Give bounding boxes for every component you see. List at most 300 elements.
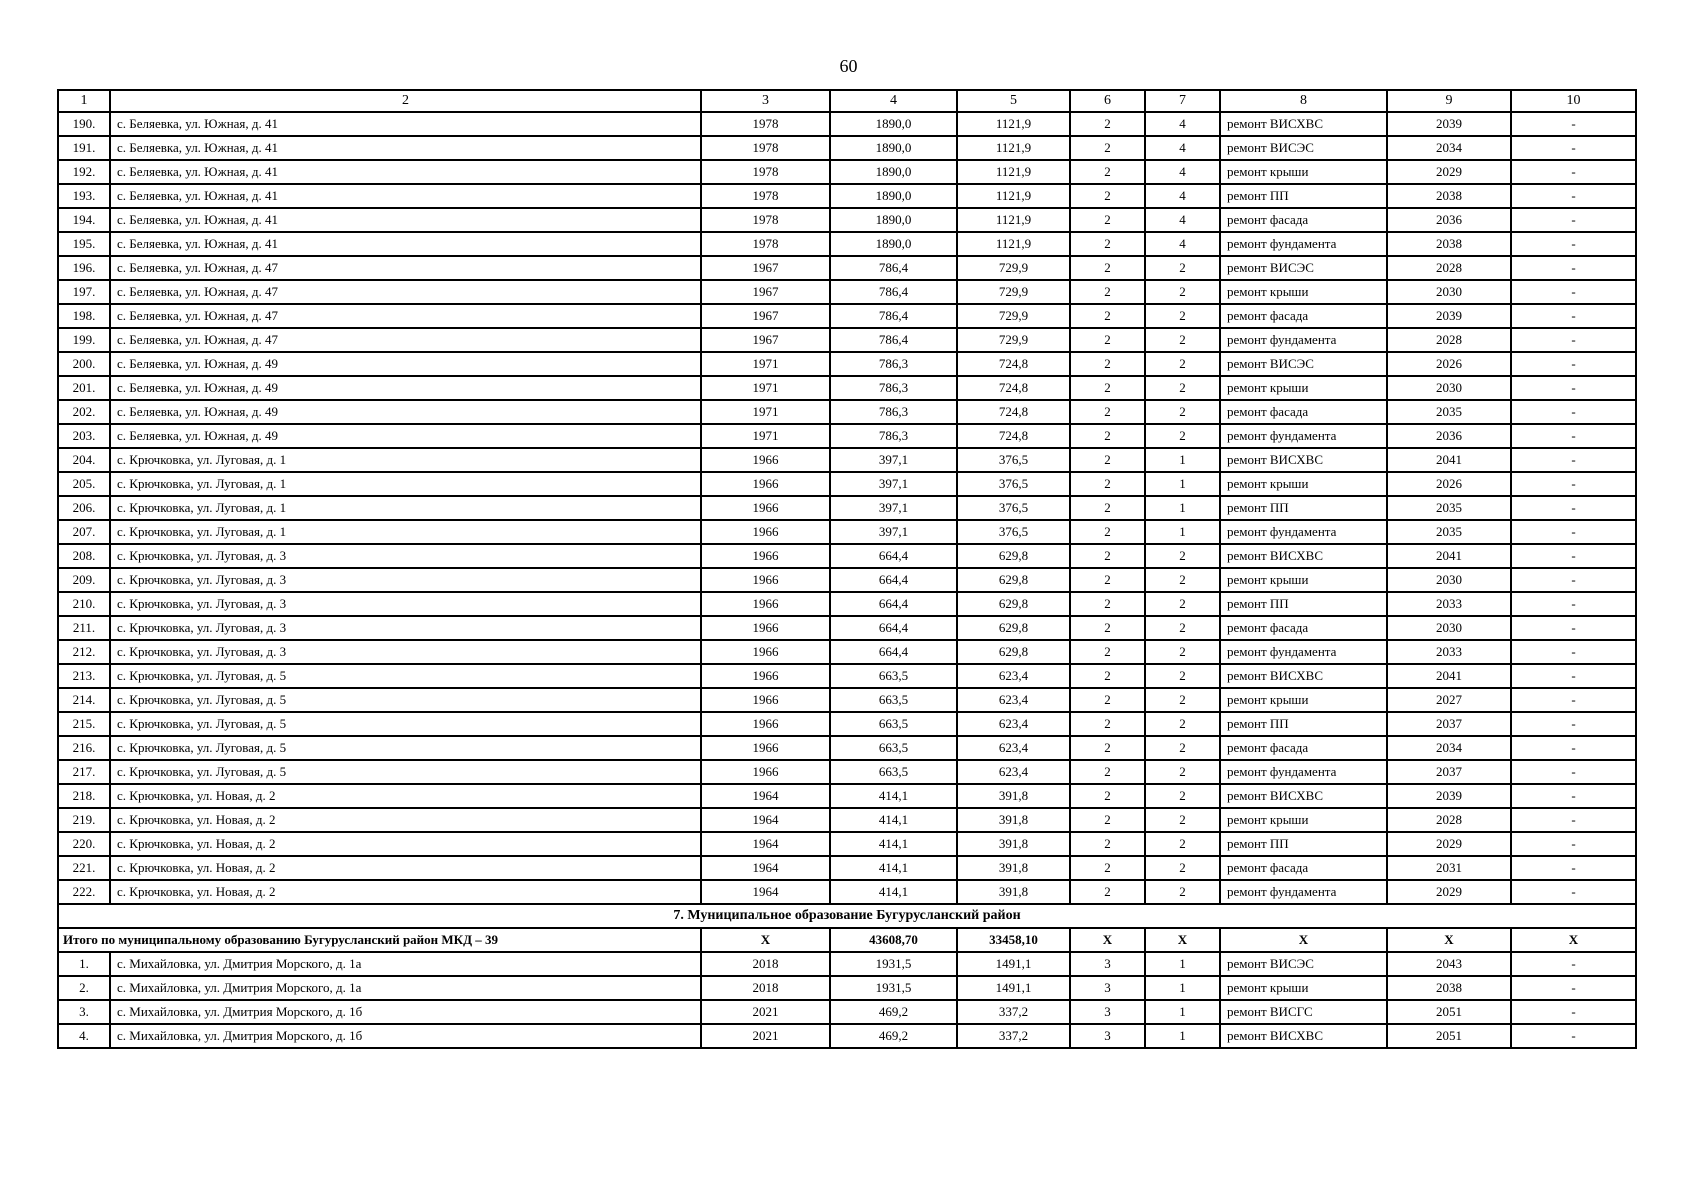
note-cell: - [1511,664,1636,688]
total-area-cell: 786,3 [830,376,957,400]
row-number-cell: 212. [58,640,110,664]
living-area-cell: 1121,9 [957,184,1070,208]
year-cell: 1967 [701,256,830,280]
living-area-cell: 724,8 [957,424,1070,448]
table-row [58,400,1636,424]
living-area-cell: 729,9 [957,280,1070,304]
total-area-cell: 664,4 [830,544,957,568]
living-area-cell: 391,8 [957,856,1070,880]
total-area-cell: 663,5 [830,712,957,736]
work-type-cell: ремонт ПП [1220,496,1387,520]
row-number-cell: 193. [58,184,110,208]
floors-cell: 2 [1070,352,1145,376]
column-header-8: 8 [1220,90,1387,112]
row-number-cell: 205. [58,472,110,496]
repair-year-cell: 2043 [1387,952,1511,976]
entrances-cell: 2 [1145,256,1220,280]
repair-year-cell: 2038 [1387,976,1511,1000]
total-area-cell: 664,4 [830,568,957,592]
entrances-cell: 2 [1145,400,1220,424]
total-area-cell: 469,2 [830,1024,957,1048]
row-number-cell: 209. [58,568,110,592]
year-cell: 2018 [701,952,830,976]
entrances-cell: 2 [1145,880,1220,904]
work-type-cell: ремонт фундамента [1220,880,1387,904]
total-area-cell: 414,1 [830,856,957,880]
note-cell: - [1511,568,1636,592]
floors-cell: 2 [1070,808,1145,832]
year-cell: 1964 [701,808,830,832]
entrances-cell: 2 [1145,760,1220,784]
column-header-6: 6 [1070,90,1145,112]
floors-cell: 3 [1070,1000,1145,1024]
year-cell: 1966 [701,688,830,712]
repair-year-cell: 2035 [1387,496,1511,520]
repair-year-cell: 2038 [1387,232,1511,256]
year-cell: 1967 [701,280,830,304]
table-row [58,760,1636,784]
year-cell: 1966 [701,592,830,616]
work-type-cell: ремонт фасада [1220,208,1387,232]
floors-cell: 2 [1070,208,1145,232]
living-area-cell: 1121,9 [957,208,1070,232]
address-cell: с. Крючковка, ул. Луговая, д. 5 [110,760,701,784]
floors-cell: 2 [1070,640,1145,664]
entrances-cell: 2 [1145,832,1220,856]
repair-year-cell: 2027 [1387,688,1511,712]
table-row [58,736,1636,760]
note-cell: - [1511,280,1636,304]
table-row [58,952,1636,976]
floors-cell: 2 [1070,112,1145,136]
repair-year-cell: 2026 [1387,352,1511,376]
note-cell: - [1511,352,1636,376]
row-number-cell: 190. [58,112,110,136]
year-cell: 1966 [701,640,830,664]
note-cell: - [1511,640,1636,664]
row-number-cell: 1. [58,952,110,976]
address-cell: с. Крючковка, ул. Новая, д. 2 [110,832,701,856]
repair-year-cell: 2039 [1387,112,1511,136]
row-number-cell: 3. [58,1000,110,1024]
living-area-cell: 391,8 [957,784,1070,808]
repair-year-cell: 2026 [1387,472,1511,496]
living-area-cell: 376,5 [957,496,1070,520]
row-number-cell: 200. [58,352,110,376]
table-row [58,448,1636,472]
work-type-cell: ремонт крыши [1220,688,1387,712]
column-header-4: 4 [830,90,957,112]
year-cell: 1967 [701,328,830,352]
repair-year-cell: 2036 [1387,208,1511,232]
floors-cell: 2 [1070,760,1145,784]
living-area-cell: 724,8 [957,400,1070,424]
entrances-cell: 4 [1145,232,1220,256]
work-type-cell: ремонт фундамента [1220,424,1387,448]
work-type-cell: ремонт фундамента [1220,328,1387,352]
address-cell: с. Крючковка, ул. Луговая, д. 3 [110,544,701,568]
total-area-cell: 663,5 [830,736,957,760]
address-cell: с. Беляевка, ул. Южная, д. 41 [110,208,701,232]
table-row [58,712,1636,736]
note-cell: - [1511,856,1636,880]
note-cell: - [1511,376,1636,400]
note-cell: - [1511,136,1636,160]
total-label: Итого по муниципальному образованию Бугурусланский район МКД – 39 [58,928,701,952]
address-cell: с. Беляевка, ул. Южная, д. 41 [110,184,701,208]
address-cell: с. Крючковка, ул. Луговая, д. 3 [110,640,701,664]
floors-cell: 3 [1070,952,1145,976]
floors-cell: 2 [1070,832,1145,856]
floors-cell: 2 [1070,520,1145,544]
address-cell: с. Крючковка, ул. Луговая, д. 5 [110,736,701,760]
note-cell: - [1511,832,1636,856]
total-area-cell: 663,5 [830,760,957,784]
year-cell: 1966 [701,760,830,784]
table-row [58,688,1636,712]
total-area-cell: 664,4 [830,592,957,616]
note-cell: - [1511,688,1636,712]
address-cell: с. Крючковка, ул. Луговая, д. 3 [110,616,701,640]
note-cell: - [1511,760,1636,784]
year-cell: 1964 [701,880,830,904]
row-number-cell: 219. [58,808,110,832]
year-cell: 1966 [701,736,830,760]
row-number-cell: 215. [58,712,110,736]
row-number-cell: 203. [58,424,110,448]
living-area-cell: 623,4 [957,664,1070,688]
column-header-5: 5 [957,90,1070,112]
work-type-cell: ремонт ВИСЭС [1220,256,1387,280]
total-area-cell: 1890,0 [830,184,957,208]
table-row [58,424,1636,448]
year-cell: 1966 [701,712,830,736]
table-row [58,784,1636,808]
total-area-cell: 414,1 [830,832,957,856]
work-type-cell: ремонт фундамента [1220,520,1387,544]
floors-cell: 2 [1070,184,1145,208]
living-area-cell: 376,5 [957,448,1070,472]
living-area-cell: 724,8 [957,352,1070,376]
address-cell: с. Беляевка, ул. Южная, д. 41 [110,112,701,136]
living-area-cell: 623,4 [957,760,1070,784]
table-row [58,664,1636,688]
living-area-cell: 1491,1 [957,976,1070,1000]
row-number-cell: 192. [58,160,110,184]
page-number: 60 [839,56,858,76]
repair-year-cell: 2029 [1387,160,1511,184]
note-cell: - [1511,736,1636,760]
row-number-cell: 202. [58,400,110,424]
living-area-cell: 1491,1 [957,952,1070,976]
address-cell: с. Крючковка, ул. Луговая, д. 5 [110,664,701,688]
total-area-cell: 663,5 [830,688,957,712]
total-value-cell: X [1070,928,1145,952]
total-area-cell: 397,1 [830,448,957,472]
note-cell: - [1511,400,1636,424]
work-type-cell: ремонт ПП [1220,832,1387,856]
total-value-cell: X [1511,928,1636,952]
work-type-cell: ремонт фасада [1220,304,1387,328]
work-type-cell: ремонт ПП [1220,184,1387,208]
repair-year-cell: 2031 [1387,856,1511,880]
address-cell: с. Крючковка, ул. Луговая, д. 1 [110,472,701,496]
total-value-cell: 33458,10 [957,928,1070,952]
repair-year-cell: 2029 [1387,880,1511,904]
row-number-cell: 221. [58,856,110,880]
entrances-cell: 4 [1145,208,1220,232]
table-row [58,352,1636,376]
entrances-cell: 1 [1145,520,1220,544]
work-type-cell: ремонт крыши [1220,376,1387,400]
column-header-2: 2 [110,90,701,112]
address-cell: с. Беляевка, ул. Южная, д. 47 [110,328,701,352]
total-value-cell: X [701,928,830,952]
living-area-cell: 1121,9 [957,232,1070,256]
section-title-row [58,904,1636,928]
housing-repair-table [57,89,1637,1049]
entrances-cell: 2 [1145,568,1220,592]
total-area-cell: 664,4 [830,616,957,640]
entrances-cell: 2 [1145,544,1220,568]
table-row [58,184,1636,208]
note-cell: - [1511,952,1636,976]
year-cell: 1966 [701,664,830,688]
living-area-cell: 376,5 [957,472,1070,496]
row-number-cell: 4. [58,1024,110,1048]
total-row [58,928,1636,952]
living-area-cell: 1121,9 [957,112,1070,136]
address-cell: с. Крючковка, ул. Луговая, д. 3 [110,592,701,616]
total-value-cell: X [1145,928,1220,952]
row-number-cell: 2. [58,976,110,1000]
floors-cell: 2 [1070,880,1145,904]
repair-year-cell: 2051 [1387,1000,1511,1024]
repair-year-cell: 2030 [1387,280,1511,304]
total-area-cell: 1931,5 [830,952,957,976]
entrances-cell: 2 [1145,376,1220,400]
living-area-cell: 391,8 [957,808,1070,832]
address-cell: с. Крючковка, ул. Новая, д. 2 [110,808,701,832]
address-cell: с. Крючковка, ул. Новая, д. 2 [110,856,701,880]
entrances-cell: 1 [1145,496,1220,520]
floors-cell: 2 [1070,544,1145,568]
floors-cell: 2 [1070,424,1145,448]
floors-cell: 2 [1070,664,1145,688]
floors-cell: 2 [1070,568,1145,592]
note-cell: - [1511,448,1636,472]
work-type-cell: ремонт ПП [1220,592,1387,616]
repair-year-cell: 2035 [1387,520,1511,544]
work-type-cell: ремонт ВИСХВС [1220,544,1387,568]
repair-year-cell: 2034 [1387,136,1511,160]
row-number-cell: 199. [58,328,110,352]
table-row [58,160,1636,184]
year-cell: 1966 [701,520,830,544]
work-type-cell: ремонт ВИСХВС [1220,448,1387,472]
address-cell: с. Беляевка, ул. Южная, д. 41 [110,232,701,256]
floors-cell: 2 [1070,592,1145,616]
total-area-cell: 1890,0 [830,232,957,256]
work-type-cell: ремонт ВИСХВС [1220,784,1387,808]
floors-cell: 2 [1070,712,1145,736]
address-cell: с. Михайловка, ул. Дмитрия Морского, д. 1а [110,952,701,976]
total-area-cell: 397,1 [830,496,957,520]
entrances-cell: 2 [1145,592,1220,616]
floors-cell: 2 [1070,400,1145,424]
year-cell: 2021 [701,1024,830,1048]
column-header-3: 3 [701,90,830,112]
total-area-cell: 786,3 [830,424,957,448]
address-cell: с. Беляевка, ул. Южная, д. 47 [110,256,701,280]
floors-cell: 2 [1070,688,1145,712]
total-value-cell: X [1387,928,1511,952]
address-cell: с. Беляевка, ул. Южная, д. 47 [110,280,701,304]
note-cell: - [1511,232,1636,256]
row-number-cell: 201. [58,376,110,400]
note-cell: - [1511,208,1636,232]
row-number-cell: 220. [58,832,110,856]
row-number-cell: 206. [58,496,110,520]
year-cell: 1964 [701,784,830,808]
address-cell: с. Крючковка, ул. Новая, д. 2 [110,784,701,808]
note-cell: - [1511,880,1636,904]
floors-cell: 3 [1070,1024,1145,1048]
floors-cell: 2 [1070,160,1145,184]
floors-cell: 2 [1070,856,1145,880]
entrances-cell: 2 [1145,808,1220,832]
column-header-7: 7 [1145,90,1220,112]
note-cell: - [1511,304,1636,328]
living-area-cell: 623,4 [957,712,1070,736]
total-area-cell: 663,5 [830,664,957,688]
address-cell: с. Крючковка, ул. Луговая, д. 1 [110,496,701,520]
address-cell: с. Михайловка, ул. Дмитрия Морского, д. 1б [110,1000,701,1024]
repair-year-cell: 2039 [1387,304,1511,328]
address-cell: с. Беляевка, ул. Южная, д. 49 [110,376,701,400]
total-area-cell: 1890,0 [830,160,957,184]
work-type-cell: ремонт ВИСЭС [1220,952,1387,976]
note-cell: - [1511,184,1636,208]
floors-cell: 2 [1070,136,1145,160]
row-number-cell: 211. [58,616,110,640]
address-cell: с. Крючковка, ул. Луговая, д. 5 [110,688,701,712]
work-type-cell: ремонт ВИСЭС [1220,136,1387,160]
entrances-cell: 2 [1145,424,1220,448]
table-row [58,832,1636,856]
address-cell: с. Крючковка, ул. Луговая, д. 5 [110,712,701,736]
living-area-cell: 629,8 [957,640,1070,664]
living-area-cell: 337,2 [957,1000,1070,1024]
entrances-cell: 2 [1145,328,1220,352]
row-number-cell: 222. [58,880,110,904]
table-row [58,808,1636,832]
work-type-cell: ремонт фундамента [1220,760,1387,784]
living-area-cell: 391,8 [957,880,1070,904]
year-cell: 1964 [701,856,830,880]
floors-cell: 2 [1070,448,1145,472]
total-area-cell: 664,4 [830,640,957,664]
column-number-header-row [58,90,1636,112]
work-type-cell: ремонт крыши [1220,808,1387,832]
floors-cell: 2 [1070,280,1145,304]
address-cell: с. Крючковка, ул. Луговая, д. 1 [110,448,701,472]
work-type-cell: ремонт ВИСХВС [1220,664,1387,688]
table-row [58,112,1636,136]
entrances-cell: 1 [1145,1000,1220,1024]
row-number-cell: 208. [58,544,110,568]
floors-cell: 2 [1070,616,1145,640]
table-row [58,880,1636,904]
repair-year-cell: 2028 [1387,256,1511,280]
entrances-cell: 1 [1145,1024,1220,1048]
repair-year-cell: 2030 [1387,568,1511,592]
row-number-cell: 195. [58,232,110,256]
entrances-cell: 2 [1145,280,1220,304]
entrances-cell: 2 [1145,784,1220,808]
total-area-cell: 469,2 [830,1000,957,1024]
note-cell: - [1511,328,1636,352]
note-cell: - [1511,424,1636,448]
floors-cell: 2 [1070,784,1145,808]
table-row [58,520,1636,544]
address-cell: с. Крючковка, ул. Луговая, д. 1 [110,520,701,544]
year-cell: 1978 [701,160,830,184]
section-title: 7. Муниципальное образование Бугурусланский район [58,904,1636,928]
table-row [58,976,1636,1000]
entrances-cell: 2 [1145,640,1220,664]
total-area-cell: 414,1 [830,784,957,808]
table-row [58,136,1636,160]
address-cell: с. Беляевка, ул. Южная, д. 49 [110,400,701,424]
row-number-cell: 191. [58,136,110,160]
living-area-cell: 623,4 [957,736,1070,760]
note-cell: - [1511,808,1636,832]
work-type-cell: ремонт ВИСХВС [1220,112,1387,136]
entrances-cell: 2 [1145,616,1220,640]
repair-year-cell: 2035 [1387,400,1511,424]
note-cell: - [1511,472,1636,496]
year-cell: 1971 [701,352,830,376]
table-row [58,616,1636,640]
note-cell: - [1511,160,1636,184]
row-number-cell: 213. [58,664,110,688]
work-type-cell: ремонт крыши [1220,976,1387,1000]
living-area-cell: 629,8 [957,544,1070,568]
entrances-cell: 2 [1145,664,1220,688]
row-number-cell: 218. [58,784,110,808]
address-cell: с. Крючковка, ул. Луговая, д. 3 [110,568,701,592]
row-number-cell: 217. [58,760,110,784]
total-area-cell: 1890,0 [830,208,957,232]
note-cell: - [1511,592,1636,616]
repair-year-cell: 2028 [1387,808,1511,832]
entrances-cell: 2 [1145,856,1220,880]
table-row [58,1024,1636,1048]
note-cell: - [1511,712,1636,736]
work-type-cell: ремонт ВИСГС [1220,1000,1387,1024]
work-type-cell: ремонт фундамента [1220,640,1387,664]
table-row [58,1000,1636,1024]
living-area-cell: 376,5 [957,520,1070,544]
work-type-cell: ремонт ПП [1220,712,1387,736]
column-header-10: 10 [1511,90,1636,112]
address-cell: с. Крючковка, ул. Новая, д. 2 [110,880,701,904]
repair-year-cell: 2037 [1387,760,1511,784]
table-row [58,640,1636,664]
total-value-cell: 43608,70 [830,928,957,952]
floors-cell: 2 [1070,232,1145,256]
